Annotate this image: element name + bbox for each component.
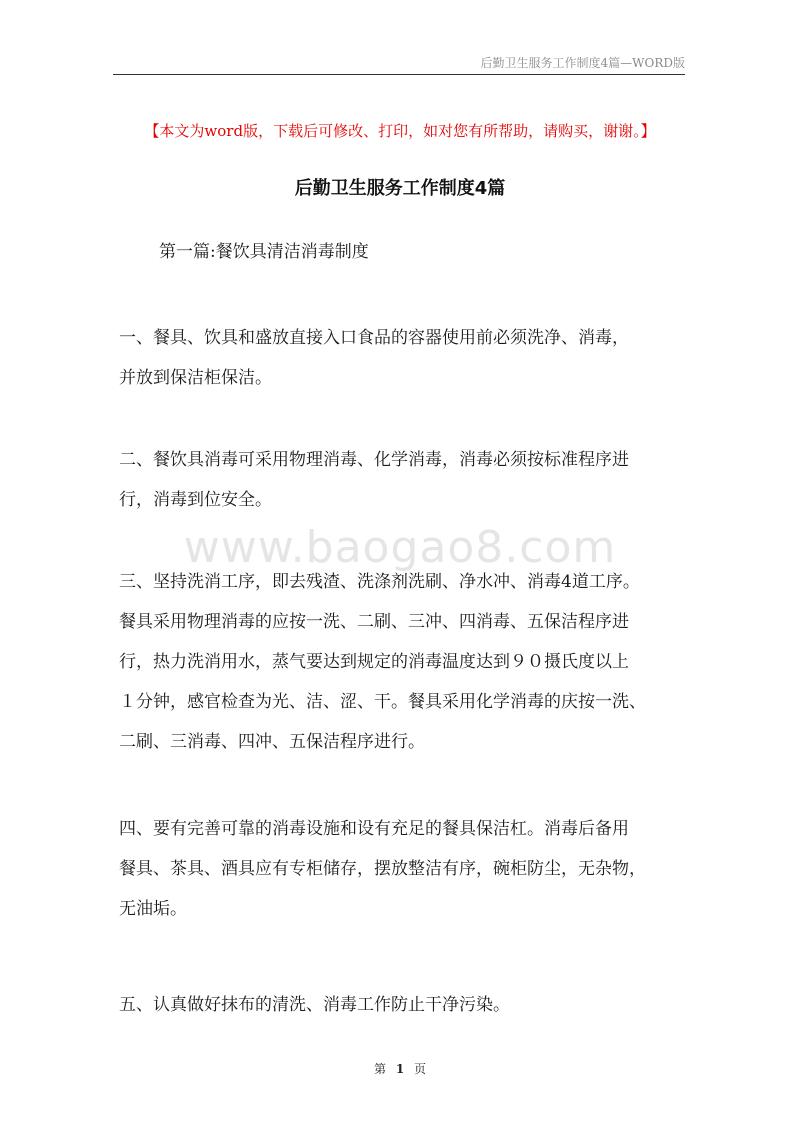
paragraph-line: 五、认真做好抹布的清洗、消毒工作防止干净污染。 bbox=[119, 995, 510, 1015]
page-label-prefix: 第 bbox=[373, 1062, 386, 1076]
paragraph-line: 餐具采用物理消毒的应按一洗、二刷、三冲、四消毒、五保洁程序进 bbox=[119, 612, 629, 632]
paragraph-2 bbox=[119, 440, 687, 520]
paragraph-line: 四、要有完善可靠的消毒设施和设有充足的餐具保洁杠。消毒后备用 bbox=[119, 819, 629, 839]
paragraph-line: １分钟，感官检查为光、洁、涩、干。餐具采用化学消毒的庆按一洗、 bbox=[119, 692, 646, 712]
section-heading: 第一篇:餐饮具清洁消毒制度 bbox=[159, 242, 369, 262]
download-notice: 【本文为word版，下载后可修改、打印，如对您有所帮助，请购买，谢谢。】 bbox=[144, 122, 656, 140]
paragraph-1 bbox=[119, 318, 687, 398]
document-title: 后勤卫生服务工作制度4篇 bbox=[294, 178, 506, 199]
paragraph-line: 三、坚持洗消工序，即去残渣、洗涤剂洗刷、净水冲、消毒4道工序。 bbox=[119, 572, 640, 592]
paragraph-line: 二刷、三消毒、四冲、五保洁程序进行。 bbox=[119, 732, 425, 752]
paragraph-line: 无油垢。 bbox=[119, 899, 187, 919]
paragraph-line: 行，消毒到位安全。 bbox=[119, 490, 272, 510]
page-footer bbox=[0, 1060, 800, 1077]
paragraph-3 bbox=[119, 562, 687, 762]
header-divider bbox=[113, 74, 685, 75]
running-header: 后勤卫生服务工作制度4篇—WORD版 bbox=[480, 56, 685, 70]
page-label-suffix: 页 bbox=[414, 1062, 427, 1076]
page-number: 1 bbox=[395, 1062, 405, 1076]
paragraph-line: 一、餐具、饮具和盛放直接入口食品的容器使用前必须洗净、消毒， bbox=[119, 328, 629, 348]
paragraph-4 bbox=[119, 809, 687, 929]
paragraph-5 bbox=[119, 985, 687, 1025]
paragraph-line: 二、餐饮具消毒可采用物理消毒、化学消毒，消毒必须按标准程序进 bbox=[119, 450, 629, 470]
paragraph-line: 餐具、茶具、酒具应有专柜储存，摆放整洁有序，碗柜防尘，无杂物， bbox=[119, 859, 646, 879]
paragraph-line: 行，热力洗消用水，蒸气要达到规定的消毒温度达到９０摄氏度以上 bbox=[119, 652, 629, 672]
watermark: www.baogao8.com bbox=[183, 522, 617, 573]
paragraph-line: 并放到保洁柜保洁。 bbox=[119, 368, 272, 388]
